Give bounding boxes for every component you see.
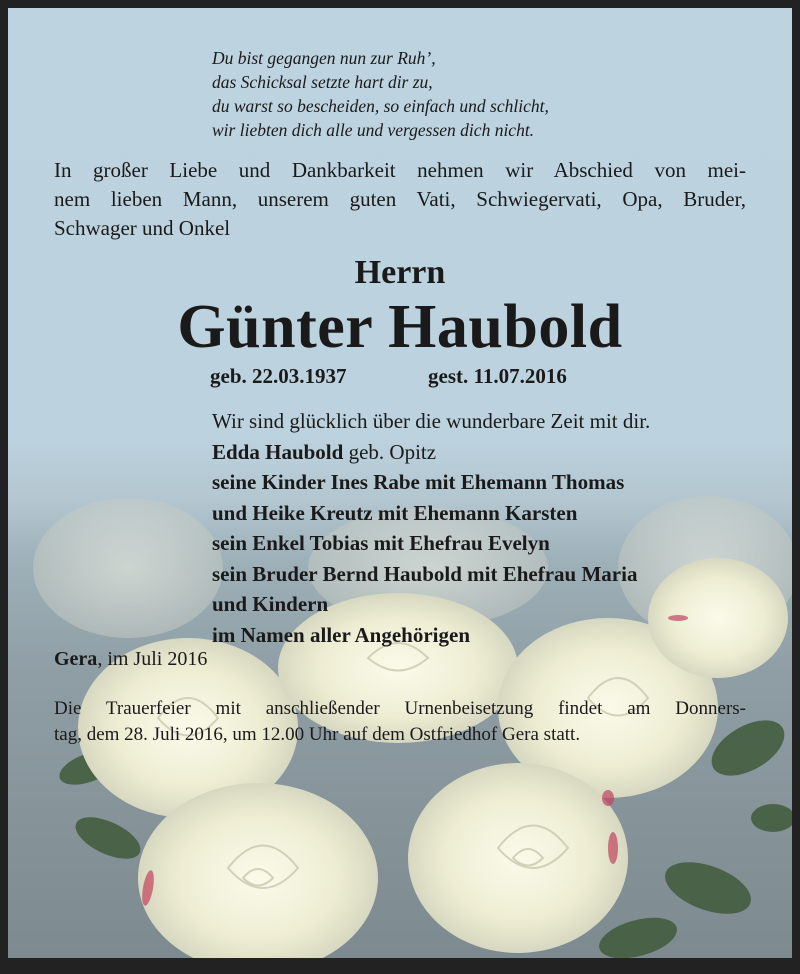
thanks-line: Wir sind glücklich über die wunderbare Zeit mit dir. (212, 409, 651, 433)
service-line: Die Trauerfeier mit anschließender Urnenbeisetzung findet am Donners- (54, 698, 746, 719)
family-list (212, 406, 650, 650)
salutation: Herrn (354, 254, 446, 291)
widow-line (212, 437, 650, 468)
place-date (54, 648, 207, 671)
family-line: sein Bruder Bernd Haubold mit Ehefrau Maria (212, 561, 638, 586)
widow-name: Edda Haubold (212, 439, 344, 464)
obituary-notice (8, 8, 792, 958)
widow-maiden: geb. Opitz (343, 439, 437, 464)
place-month: , im Juli 2016 (97, 648, 208, 670)
birth-date: geb. 22.03.1937 (210, 364, 347, 388)
poem-line: wir liebten dich alle und vergessen dich nicht. (212, 120, 535, 140)
service-line: tag, dem 28. Juli 2016, um 12.00 Uhr auf dem Ostfriedhof Gera statt. (54, 724, 581, 745)
deceased-name: Günter Haubold (177, 293, 623, 361)
poem-line: du warst so bescheiden, so einfach und schlicht, (212, 96, 549, 116)
funeral-info (54, 696, 746, 748)
poem-line: das Schicksal setzte hart dir zu, (212, 72, 433, 92)
intro-line: Schwager und Onkel (54, 216, 231, 240)
intro-line: nem lieben Mann, unserem guten Vati, Schwiegervati, Opa, Bruder, (54, 187, 746, 211)
intro-line: In großer Liebe und Dankbarkeit nehmen wir Abschied von mei- (54, 158, 746, 182)
poem-line: Du bist gegangen nun zur Ruh’, (212, 48, 436, 68)
family-line: und Heike Kreutz mit Ehemann Karsten (212, 500, 578, 525)
family-line: seine Kinder Ines Rabe mit Ehemann Thomas (212, 470, 625, 494)
poem (212, 46, 549, 142)
intro-text (54, 156, 746, 243)
family-line: sein Enkel Tobias mit Ehefrau Evelyn (212, 531, 550, 555)
place-city: Gera (54, 648, 98, 670)
family-line: und Kindern (212, 592, 329, 616)
death-date: gest. 11.07.2016 (428, 364, 567, 388)
family-line: im Namen aller Angehörigen (212, 622, 471, 647)
